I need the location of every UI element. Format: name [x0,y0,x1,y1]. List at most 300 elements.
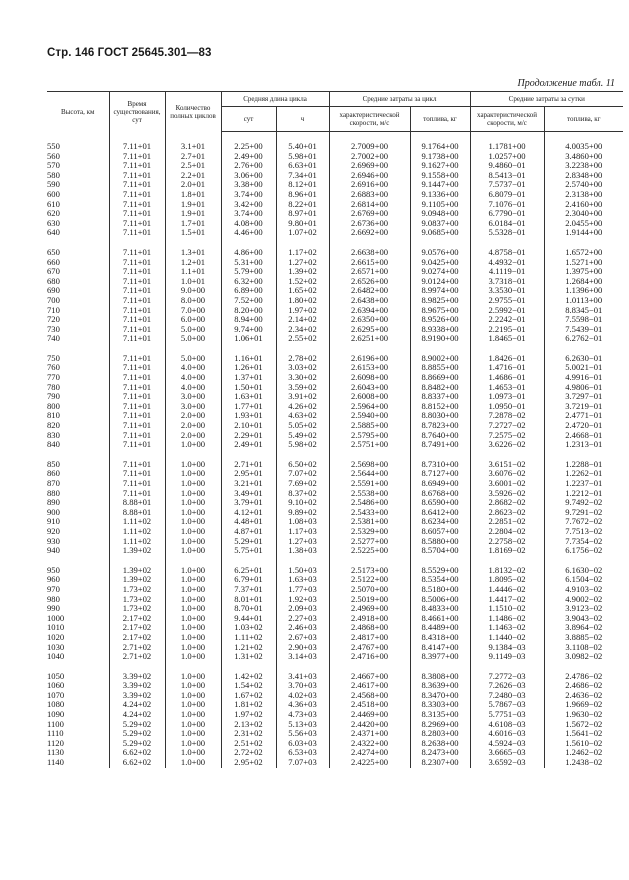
daily-velocity-cost-cell: 1.8132−02 [470,566,544,576]
col-header-daily-cost-velocity: характеристической скорости, м/с [470,107,544,132]
cycles-cell: 1.0+00 [165,498,221,508]
avg-cycle-hours-cell: 4.63+02 [276,411,329,421]
cycle-velocity-cost-cell: 2.5433+00 [329,508,410,518]
height-cell: 760 [47,362,60,373]
avg-cycle-hours-cell: 2.55+02 [276,334,329,344]
daily-fuel-cost-cell: 6.1504−02 [544,575,623,585]
height-cell: 800 [47,400,60,411]
lifetime-cell: 7.11+01 [109,219,165,229]
avg-cycle-days-cell: 2.13+02 [221,720,276,730]
cycle-fuel-cost-cell: 8.3135+00 [410,710,470,720]
avg-cycle-days-cell: 3.21+01 [221,479,276,489]
cycles-cell: 1.0+00 [165,604,221,614]
avg-cycle-days-cell: 2.95+02 [221,758,276,768]
col-header-cycles: Количество полных циклов [165,92,221,132]
daily-fuel-cost-cell: 1.6572+00 [544,248,623,258]
daily-fuel-cost-cell: 1.3975+00 [544,267,623,277]
avg-cycle-hours-cell: 1.17+03 [276,527,329,537]
daily-fuel-cost-cell: 7.7354−02 [544,537,623,547]
avg-cycle-days-cell: 1.31+02 [221,652,276,662]
daily-velocity-cost-cell: 1.0257+00 [470,152,544,162]
daily-fuel-cost-cell: 2.4160+00 [544,200,623,210]
daily-velocity-cost-cell: 3.6076−02 [470,469,544,479]
cycle-fuel-cost-cell: 9.1447+00 [410,180,470,190]
daily-fuel-cost-cell: 3.9043−02 [544,614,623,624]
daily-fuel-cost-cell: 5.0021−01 [544,363,623,373]
daily-fuel-cost-cell: 2.4636−02 [544,691,623,701]
avg-cycle-hours-cell: 8.22+01 [276,200,329,210]
cycles-cell: 1.9+01 [165,209,221,219]
avg-cycle-days-cell: 2.49+00 [221,152,276,162]
avg-cycle-days-cell: 5.31+00 [221,258,276,268]
cycle-fuel-cost-cell: 8.6057+00 [410,527,470,537]
avg-cycle-days-cell: 9.74+00 [221,325,276,335]
lifetime-cell: 7.11+01 [109,152,165,162]
cycle-fuel-cost-cell: 8.9825+00 [410,296,470,306]
avg-cycle-hours-cell: 1.38+03 [276,546,329,556]
daily-velocity-cost-cell: 2.2195−01 [470,325,544,335]
cycle-velocity-cost-cell: 2.4274+00 [329,748,410,758]
avg-cycle-days-cell: 4.48+01 [221,517,276,527]
cycle-fuel-cost-cell: 8.9190+00 [410,334,470,344]
avg-cycle-hours-cell: 1.50+03 [276,566,329,576]
height-cell: 570 [47,160,60,171]
height-cell: 860 [47,468,60,479]
cycles-cell: 1.0+00 [165,537,221,547]
daily-fuel-cost-cell: 6.1630−02 [544,566,623,576]
lifetime-cell: 2.17+02 [109,623,165,633]
lifetime-cell: 7.11+01 [109,190,165,200]
cycle-velocity-cost-cell: 2.4868+00 [329,623,410,633]
avg-cycle-days-cell: 4.86+00 [221,248,276,258]
daily-velocity-cost-cell: 2.5992−01 [470,306,544,316]
avg-cycle-hours-cell: 9.80+01 [276,219,329,229]
cycles-cell: 1.0+01 [165,277,221,287]
cycles-cell: 4.0+00 [165,383,221,393]
cycle-fuel-cost-cell: 8.9526+00 [410,315,470,325]
cycle-velocity-cost-cell: 2.5538+00 [329,489,410,499]
avg-cycle-hours-cell: 3.03+02 [276,363,329,373]
height-cell: 580 [47,169,60,180]
avg-cycle-hours-cell: 3.41+03 [276,672,329,682]
lifetime-cell: 7.11+01 [109,354,165,364]
col-group-daily-cost: Средние затраты за сутки [470,92,623,107]
height-cell: 810 [47,410,60,421]
cycles-cell: 1.3+01 [165,248,221,258]
cycle-velocity-cost-cell: 2.5329+00 [329,527,410,537]
lifetime-cell: 7.11+01 [109,161,165,171]
height-cell: 780 [47,381,60,392]
daily-fuel-cost-cell: 2.4720−01 [544,421,623,431]
lifetime-cell: 7.11+01 [109,315,165,325]
cycles-cell: 2.0+00 [165,411,221,421]
cycle-fuel-cost-cell: 8.7310+00 [410,460,470,470]
avg-cycle-days-cell: 8.20+00 [221,306,276,316]
avg-cycle-days-cell: 3.38+00 [221,180,276,190]
daily-fuel-cost-cell: 3.4860+00 [544,152,623,162]
daily-velocity-cost-cell: 1.1440−02 [470,633,544,643]
daily-velocity-cost-cell: 6.7790−01 [470,209,544,219]
cycles-cell: 2.0+00 [165,431,221,441]
lifetime-cell: 7.11+01 [109,460,165,470]
lifetime-cell: 5.29+02 [109,720,165,730]
height-cell: 900 [47,506,60,517]
daily-fuel-cost-cell: 7.7513−02 [544,527,623,537]
height-cell: 840 [47,439,60,450]
cycle-velocity-cost-cell: 2.6571+00 [329,267,410,277]
daily-fuel-cost-cell: 1.2313−01 [544,440,623,450]
cycles-cell: 4.0+00 [165,373,221,383]
height-cell: 930 [47,535,60,546]
lifetime-cell: 1.11+02 [109,517,165,527]
avg-cycle-hours-cell: 1.92+03 [276,595,329,605]
cycles-cell: 1.2+01 [165,258,221,268]
cycle-fuel-cost-cell: 9.0685+00 [410,228,470,238]
table-row [47,228,623,238]
cycle-velocity-cost-cell: 2.4420+00 [329,720,410,730]
daily-velocity-cost-cell: 1.8465−01 [470,334,544,344]
daily-fuel-cost-cell: 1.2237−01 [544,479,623,489]
avg-cycle-hours-cell: 7.07+02 [276,469,329,479]
daily-velocity-cost-cell: 5.7751−03 [470,710,544,720]
height-cell: 990 [47,603,60,614]
daily-velocity-cost-cell: 1.1463−02 [470,623,544,633]
daily-fuel-cost-cell: 4.9103−02 [544,585,623,595]
lifetime-cell: 7.11+01 [109,421,165,431]
cycle-fuel-cost-cell: 8.7823+00 [410,421,470,431]
daily-velocity-cost-cell: 3.7318−01 [470,277,544,287]
daily-velocity-cost-cell: 1.4653−01 [470,383,544,393]
cycles-cell: 1.0+00 [165,595,221,605]
cycle-velocity-cost-cell: 2.4617+00 [329,681,410,691]
avg-cycle-days-cell: 1.67+02 [221,691,276,701]
cycle-velocity-cost-cell: 2.5486+00 [329,498,410,508]
cycle-velocity-cost-cell: 2.5381+00 [329,517,410,527]
avg-cycle-hours-cell: 3.30+02 [276,373,329,383]
lifetime-cell: 7.11+01 [109,209,165,219]
cycle-velocity-cost-cell: 2.4518+00 [329,700,410,710]
daily-fuel-cost-cell: 3.8885−02 [544,633,623,643]
avg-cycle-hours-cell: 4.26+02 [276,402,329,412]
avg-cycle-hours-cell: 1.97+02 [276,306,329,316]
height-cell: 920 [47,525,60,536]
avg-cycle-days-cell: 1.50+01 [221,383,276,393]
cycles-cell: 1.0+00 [165,489,221,499]
cycles-cell: 4.0+00 [165,363,221,373]
avg-cycle-days-cell: 1.26+01 [221,363,276,373]
cycles-cell: 1.0+00 [165,691,221,701]
daily-fuel-cost-cell: 1.2462−02 [544,748,623,758]
daily-fuel-cost-cell: 1.5641−02 [544,729,623,739]
daily-fuel-cost-cell: 9.7492−02 [544,498,623,508]
daily-fuel-cost-cell: 6.2630−01 [544,354,623,364]
lifetime-cell: 6.62+02 [109,758,165,768]
height-cell: 660 [47,256,60,267]
lifetime-cell: 7.11+01 [109,286,165,296]
daily-fuel-cost-cell: 4.0035+00 [544,142,623,152]
avg-cycle-days-cell: 2.31+02 [221,729,276,739]
cycle-fuel-cost-cell: 8.5880+00 [410,537,470,547]
daily-fuel-cost-cell: 2.8348+00 [544,171,623,181]
cycle-velocity-cost-cell: 2.7002+00 [329,152,410,162]
cycle-fuel-cost-cell: 8.5180+00 [410,585,470,595]
cycle-velocity-cost-cell: 2.5885+00 [329,421,410,431]
avg-cycle-hours-cell: 4.36+03 [276,700,329,710]
height-cell: 730 [47,323,60,334]
avg-cycle-hours-cell: 7.34+01 [276,171,329,181]
cycle-velocity-cost-cell: 2.6438+00 [329,296,410,306]
daily-fuel-cost-cell: 8.8345−01 [544,306,623,316]
cycles-cell: 9.0+00 [165,286,221,296]
daily-fuel-cost-cell: 3.1108−02 [544,643,623,653]
lifetime-cell: 7.11+01 [109,142,165,152]
cycle-fuel-cost-cell: 8.9974+00 [410,286,470,296]
avg-cycle-hours-cell: 9.10+02 [276,498,329,508]
cycles-cell: 2.5+01 [165,161,221,171]
cycle-fuel-cost-cell: 9.1738+00 [410,152,470,162]
daily-velocity-cost-cell: 7.2626−03 [470,681,544,691]
avg-cycle-days-cell: 6.32+00 [221,277,276,287]
cycles-cell: 2.2+01 [165,171,221,181]
daily-fuel-cost-cell: 2.3138+00 [544,190,623,200]
cycles-cell: 1.0+00 [165,643,221,653]
lifetime-cell: 1.39+02 [109,546,165,556]
cycles-cell: 1.5+01 [165,228,221,238]
cycles-cell: 1.9+01 [165,200,221,210]
avg-cycle-hours-cell: 1.17+02 [276,248,329,258]
cycles-cell: 1.0+00 [165,672,221,682]
height-cell: 960 [47,574,60,585]
cycle-fuel-cost-cell: 9.1558+00 [410,171,470,181]
cycle-fuel-cost-cell: 8.2473+00 [410,748,470,758]
cycle-velocity-cost-cell: 2.5225+00 [329,546,410,556]
cycles-cell: 7.0+00 [165,306,221,316]
daily-velocity-cost-cell: 5.5328−01 [470,228,544,238]
cycles-cell: 5.0+00 [165,325,221,335]
cycle-fuel-cost-cell: 9.1336+00 [410,190,470,200]
height-cell: 1070 [47,689,65,700]
cycle-fuel-cost-cell: 9.0274+00 [410,267,470,277]
cycle-velocity-cost-cell: 2.6098+00 [329,373,410,383]
cycles-cell: 1.0+00 [165,614,221,624]
avg-cycle-hours-cell: 8.96+01 [276,190,329,200]
avg-cycle-hours-cell: 6.50+02 [276,460,329,470]
lifetime-cell: 7.11+01 [109,469,165,479]
avg-cycle-days-cell: 3.42+00 [221,200,276,210]
cycle-velocity-cost-cell: 2.5019+00 [329,595,410,605]
cycles-cell: 1.0+00 [165,585,221,595]
daily-fuel-cost-cell: 1.5672−02 [544,720,623,730]
cycle-velocity-cost-cell: 2.6482+00 [329,286,410,296]
daily-velocity-cost-cell: 4.6016−03 [470,729,544,739]
cycle-fuel-cost-cell: 9.1627+00 [410,161,470,171]
avg-cycle-hours-cell: 1.77+03 [276,585,329,595]
avg-cycle-days-cell: 3.74+00 [221,190,276,200]
cycle-velocity-cost-cell: 2.6153+00 [329,363,410,373]
daily-velocity-cost-cell: 7.1076−01 [470,200,544,210]
height-cell: 630 [47,217,60,228]
col-header-cycle-cost-fuel: топлива, кг [410,107,470,132]
daily-fuel-cost-cell: 1.2212−01 [544,489,623,499]
lifetime-cell: 8.88+01 [109,508,165,518]
table-row [47,334,623,344]
avg-cycle-hours-cell: 5.40+01 [276,142,329,152]
cycle-fuel-cost-cell: 8.4833+00 [410,604,470,614]
height-cell: 970 [47,583,60,594]
avg-cycle-days-cell: 1.03+02 [221,623,276,633]
cycle-fuel-cost-cell: 8.3808+00 [410,672,470,682]
lifetime-cell: 2.17+02 [109,633,165,643]
daily-fuel-cost-cell: 3.8964−02 [544,623,623,633]
avg-cycle-hours-cell: 1.80+02 [276,296,329,306]
height-cell: 850 [47,458,60,469]
cycles-cell: 1.0+00 [165,517,221,527]
cycle-velocity-cost-cell: 2.4667+00 [329,672,410,682]
cycle-fuel-cost-cell: 8.2803+00 [410,729,470,739]
daily-velocity-cost-cell: 2.2851−02 [470,517,544,527]
daily-velocity-cost-cell: 1.4446−02 [470,585,544,595]
daily-velocity-cost-cell: 1.4716−01 [470,363,544,373]
daily-velocity-cost-cell: 3.6592−03 [470,758,544,768]
avg-cycle-hours-cell: 6.03+03 [276,739,329,749]
avg-cycle-days-cell: 2.29+01 [221,431,276,441]
cycle-fuel-cost-cell: 9.0837+00 [410,219,470,229]
daily-velocity-cost-cell: 7.2878−02 [470,411,544,421]
height-cell: 1080 [47,699,65,710]
avg-cycle-hours-cell: 7.69+02 [276,479,329,489]
cycle-velocity-cost-cell: 2.6769+00 [329,209,410,219]
cycle-velocity-cost-cell: 2.7009+00 [329,142,410,152]
daily-velocity-cost-cell: 1.1510−02 [470,604,544,614]
page-header: Стр. 146 ГОСТ 25645.301—83 [47,47,212,59]
avg-cycle-hours-cell: 7.07+03 [276,758,329,768]
daily-velocity-cost-cell: 7.2480−03 [470,691,544,701]
height-cell: 790 [47,391,60,402]
lifetime-cell: 7.11+01 [109,334,165,344]
avg-cycle-hours-cell: 5.56+03 [276,729,329,739]
avg-cycle-days-cell: 2.95+01 [221,469,276,479]
cycle-fuel-cost-cell: 8.8669+00 [410,373,470,383]
height-cell: 1120 [47,737,64,748]
height-cell: 560 [47,150,60,161]
cycle-fuel-cost-cell: 8.6949+00 [410,479,470,489]
avg-cycle-hours-cell: 2.14+02 [276,315,329,325]
lifetime-cell: 1.73+02 [109,585,165,595]
height-cell: 1010 [47,622,65,633]
avg-cycle-hours-cell: 5.98+01 [276,152,329,162]
daily-velocity-cost-cell: 4.8758−01 [470,248,544,258]
cycle-velocity-cost-cell: 2.6394+00 [329,306,410,316]
avg-cycle-days-cell: 3.74+00 [221,209,276,219]
daily-velocity-cost-cell: 3.5926−02 [470,489,544,499]
cycle-fuel-cost-cell: 8.8482+00 [410,383,470,393]
cycles-cell: 1.0+00 [165,440,221,450]
height-cell: 740 [47,333,60,344]
avg-cycle-hours-cell: 4.02+03 [276,691,329,701]
daily-velocity-cost-cell: 2.8623−02 [470,508,544,518]
lifetime-cell: 1.11+02 [109,527,165,537]
avg-cycle-hours-cell: 3.70+03 [276,681,329,691]
height-cell: 940 [47,545,60,556]
daily-fuel-cost-cell: 9.7291−02 [544,508,623,518]
cycle-velocity-cost-cell: 2.6916+00 [329,180,410,190]
avg-cycle-days-cell: 8.70+01 [221,604,276,614]
cycle-velocity-cost-cell: 2.6251+00 [329,334,410,344]
daily-fuel-cost-cell: 1.5271+00 [544,258,623,268]
daily-velocity-cost-cell: 3.6001−02 [470,479,544,489]
daily-fuel-cost-cell: 2.5740+00 [544,180,623,190]
lifetime-cell: 7.11+01 [109,402,165,412]
table-row [47,440,623,450]
cycle-fuel-cost-cell: 8.8855+00 [410,363,470,373]
avg-cycle-days-cell: 1.63+01 [221,392,276,402]
avg-cycle-days-cell: 2.71+01 [221,460,276,470]
lifetime-cell: 7.11+01 [109,277,165,287]
daily-velocity-cost-cell: 2.2242−01 [470,315,544,325]
avg-cycle-hours-cell: 5.49+02 [276,431,329,441]
cycle-fuel-cost-cell: 8.3639+00 [410,681,470,691]
height-cell: 980 [47,593,60,604]
cycles-cell: 1.0+00 [165,460,221,470]
avg-cycle-days-cell: 4.12+01 [221,508,276,518]
avg-cycle-days-cell: 6.25+01 [221,566,276,576]
avg-cycle-days-cell: 3.49+01 [221,489,276,499]
lifetime-cell: 4.24+02 [109,710,165,720]
avg-cycle-days-cell: 4.87+01 [221,527,276,537]
data-table [47,91,623,768]
cycles-cell: 2.0+01 [165,180,221,190]
cycles-cell: 5.0+00 [165,354,221,364]
daily-fuel-cost-cell: 1.9630−02 [544,710,623,720]
daily-velocity-cost-cell: 1.4417−02 [470,595,544,605]
avg-cycle-hours-cell: 9.89+02 [276,508,329,518]
lifetime-cell: 7.11+01 [109,306,165,316]
avg-cycle-hours-cell: 2.34+02 [276,325,329,335]
daily-velocity-cost-cell: 9.4860−01 [470,161,544,171]
lifetime-cell: 1.39+02 [109,575,165,585]
cycle-fuel-cost-cell: 8.5529+00 [410,566,470,576]
lifetime-cell: 7.11+01 [109,296,165,306]
avg-cycle-days-cell: 1.11+02 [221,633,276,643]
lifetime-cell: 7.11+01 [109,180,165,190]
cycle-fuel-cost-cell: 8.3470+00 [410,691,470,701]
daily-velocity-cost-cell: 7.2575−02 [470,431,544,441]
height-cell: 1030 [47,641,65,652]
cycle-fuel-cost-cell: 8.9002+00 [410,354,470,364]
height-cell: 600 [47,188,60,199]
daily-fuel-cost-cell: 2.3040+00 [544,209,623,219]
cycles-cell: 8.0+00 [165,296,221,306]
daily-velocity-cost-cell: 1.8426−01 [470,354,544,364]
cycle-fuel-cost-cell: 8.6412+00 [410,508,470,518]
cycle-fuel-cost-cell: 8.4489+00 [410,623,470,633]
cycle-fuel-cost-cell: 8.7491+00 [410,440,470,450]
cycle-velocity-cost-cell: 2.4469+00 [329,710,410,720]
daily-velocity-cost-cell: 1.4686−01 [470,373,544,383]
avg-cycle-hours-cell: 1.27+02 [276,258,329,268]
daily-fuel-cost-cell: 1.0113+00 [544,296,623,306]
lifetime-cell: 1.39+02 [109,566,165,576]
avg-cycle-hours-cell: 3.14+03 [276,652,329,662]
avg-cycle-hours-cell: 2.78+02 [276,354,329,364]
cycle-velocity-cost-cell: 2.6350+00 [329,315,410,325]
cycle-velocity-cost-cell: 2.6526+00 [329,277,410,287]
cycle-fuel-cost-cell: 8.8337+00 [410,392,470,402]
cycles-cell: 3.0+00 [165,392,221,402]
daily-fuel-cost-cell: 1.9144+00 [544,228,623,238]
daily-velocity-cost-cell: 4.1119−01 [470,267,544,277]
daily-fuel-cost-cell: 1.2438−02 [544,758,623,768]
